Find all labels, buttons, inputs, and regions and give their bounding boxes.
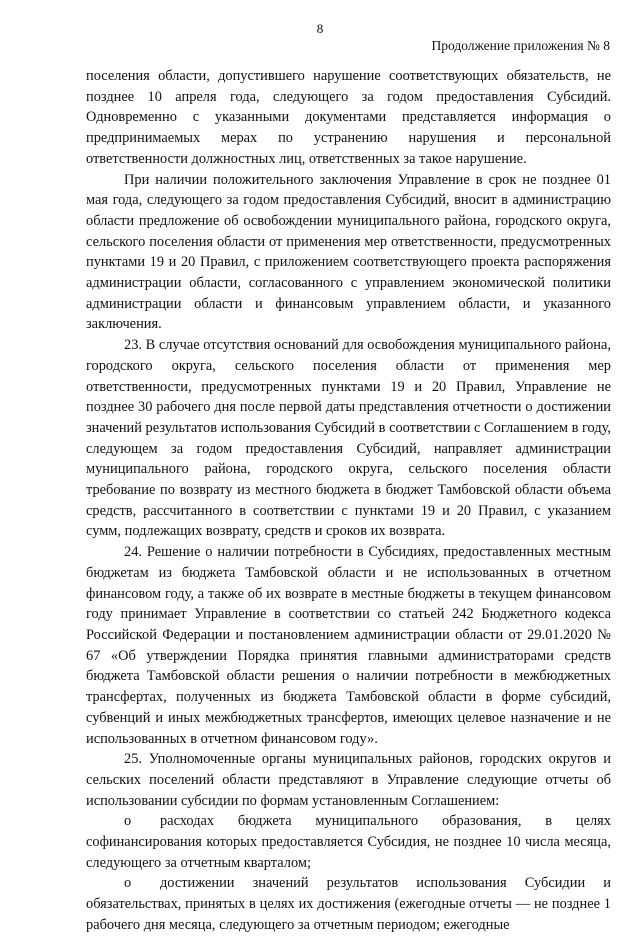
- bullet-item: [86, 873, 611, 935]
- bullet-text: расходах бюджета муниципального образования, в целях софинансирования которых предоставляется Субсидия, не позднее 10 числа месяца, следующего за отчетным кварталом;: [86, 813, 611, 871]
- bullet-marker: o: [124, 875, 132, 892]
- bullet-text: достижении значений результатов использования Субсидии и обязательствах, принятых в целях их достижения (ежегодные отчеты — не позднее 1 рабочего дня месяца, следующего за отчетным периодом; ежегодные: [86, 875, 611, 933]
- paragraph-25: 25. Уполномоченные органы муниципальных районов, городских округов и сельских поселений области представляют в Управление следующие отчеты об использовании субсидии по формам установленным Соглашением:: [86, 751, 611, 809]
- bullet-item: [86, 811, 611, 873]
- paragraph-positive-conclusion: При наличии положительного заключения Управление в срок не позднее 01 мая года, следующего за годом предоставления Субсидий, вносит в администрацию области предложение об освобождении муниципального района, городского округа, сельского поселения области от применения мер ответственности, предусмотренных пунктами 19 и 20 Правил, с приложением соответствующего проекта распоряжения администрации области, согласованного с управлением экономической политики администрации области и финансовым управлением области, и указанного заключения.: [86, 171, 611, 333]
- paragraph-continuation: поселения области, допустившего нарушение соответствующих обязательств, не позднее 10 апреля года, следующего за годом предоставления Субсидий. Одновременно с указанными документами представляется информация о предпринимаемых мерах по устранению нарушения и персональной ответственности должностных лиц, ответственных за такое нарушение.: [86, 68, 611, 167]
- appendix-continuation-note: Продолжение приложения № 8: [431, 38, 610, 53]
- paragraph-23: 23. В случае отсутствия оснований для освобождения муниципального района, городского округа, сельского поселения области от применения мер ответственности, предусмотренных пунктами 19 и 20 Правил, Управление не позднее 30 рабочего дня после первой даты представления отчетности о достижении значений результатов использования Субсидий в соответствии с Соглашением в году, следующем за годом предоставления Субсидий, направляет администрации муниципального района, городского округа, сельского поселения области требование по возврату из местного бюджета в бюджет Тамбовской области объема средств, рассчитанного в соответствии с пунктами 19 и 20 Правил, с указанием сумм, подлежащих возврату, средств и сроков их возврата.: [86, 337, 611, 540]
- document-body: [86, 66, 611, 936]
- bullet-marker: o: [124, 813, 132, 830]
- page-number: 8: [316, 21, 324, 36]
- paragraph-24: 24. Решение о наличии потребности в Субсидиях, предоставленных местным бюджетам из бюджета Тамбовской области и не использованных в отчетном финансовом году, а также об их возврате в местные бюджеты в текущем финансовом году принимает Управление в соответствии со статьей 242 Бюджетного кодекса Российской Федерации и постановлением администрации области от 29.01.2020 № 67 «Об утверждении Порядка принятия главными администраторами средств бюджета Тамбовской области решения о наличии потребности в межбюджетных трансфертах, полученных из бюджета Тамбовской области в форме субсидий, субвенций и иных межбюджетных трансфертов, имеющих целевое назначение и не использованных в отчетном финансовом году».: [86, 544, 611, 747]
